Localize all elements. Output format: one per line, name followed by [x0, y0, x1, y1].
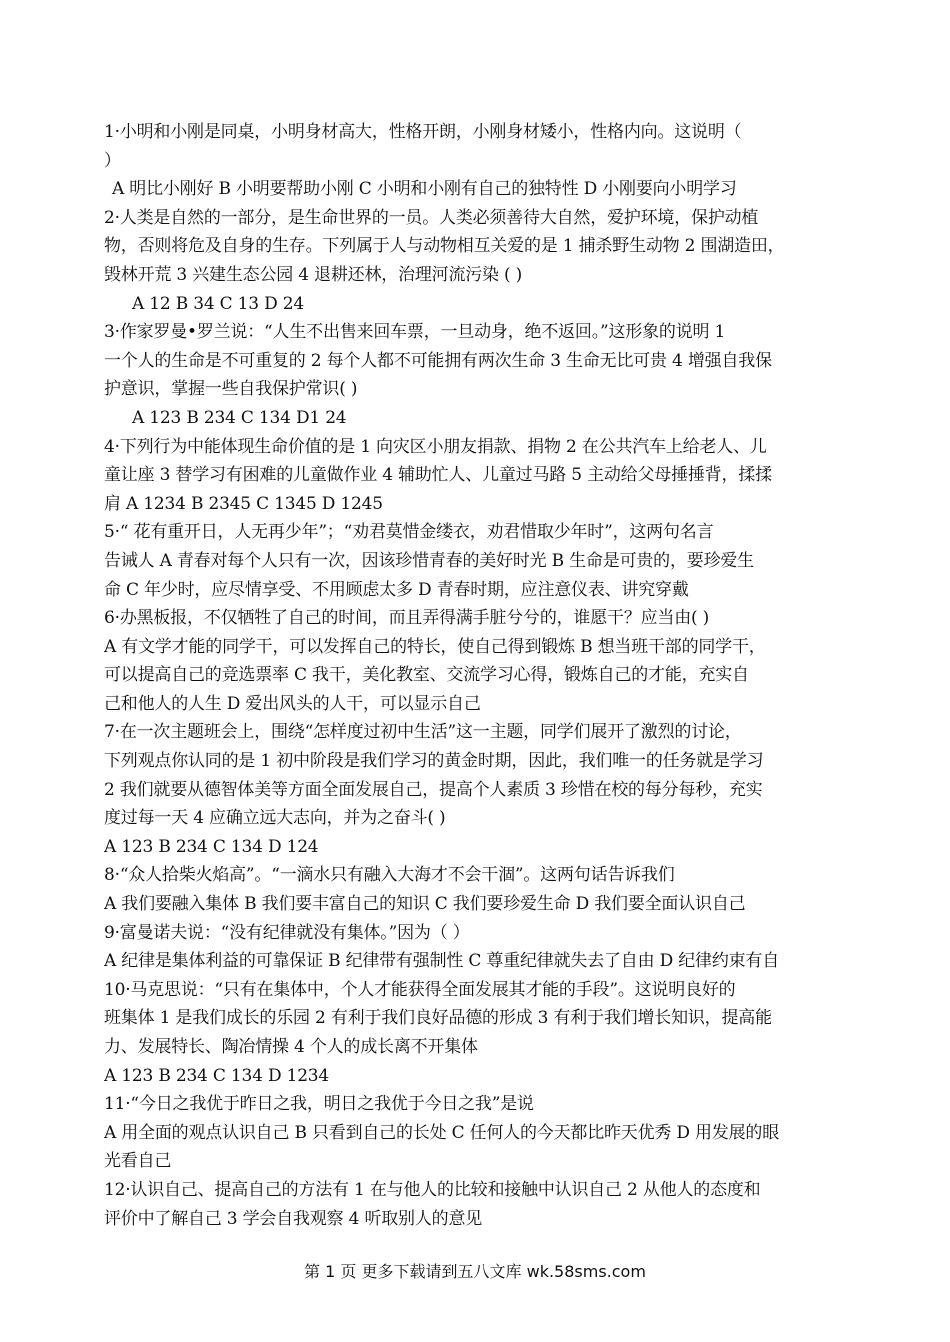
q9-line-1: 9·富曼诺夫说：“没有纪律就没有集体。”因为（ ）	[104, 922, 470, 943]
document-body	[104, 118, 849, 1233]
q9-options: A 纪律是集体利益的可靠保证 B 纪律带有强制性 C 尊重纪律就失去了自由 D 纪律约束有自	[104, 951, 780, 972]
page-footer: 第 1 页 更多下载请到五八文库 wk.58sms.com	[304, 1262, 646, 1281]
q2-line-3: 毁林开荒 3 兴建生态公园 4 退耕还林，治理河流污染 ( )	[104, 264, 523, 285]
q10-options: A 123 B 234 C 134 D 1234	[104, 1065, 330, 1086]
q8-line-1: 8·“众人拾柴火焰高”。“一滴水只有融入大海才不会干涸”。这两句话告诉我们	[104, 865, 675, 886]
q12-line-2: 评价中了解自己 3 学会自我观察 4 听取别人的意见	[104, 1208, 483, 1229]
q7-line-3: 2 我们就要从德智体美等方面全面发展自己，提高个人素质 3 珍惜在校的每分每秒，充实	[104, 779, 763, 800]
q7-options: A 123 B 234 C 134 D 124	[104, 836, 319, 857]
q4-line-2: 童让座 3 替学习有困难的儿童做作业 4 辅助忙人、儿童过马路 5 主动给父母捶捶背，揉揉	[104, 465, 772, 486]
q3-line-3: 护意识，掌握一些自我保护常识( )	[104, 379, 358, 400]
q3-line-2: 一个人的生命是不可重复的 2 每个人都不可能拥有两次生命 3 生命无比可贵 4 增强自我保	[104, 350, 772, 371]
q3-options: A 123 B 234 C 134 D1 24	[132, 407, 347, 428]
q5-line-1: 5·“ 花有重开日，人无再少年”；“劝君莫惜金缕衣，劝君惜取少年时”，这两句名言	[104, 522, 714, 543]
q2-line-2: 物，否则将危及自身的生存。下列属于人与动物相互关爱的是 1 捕杀野生动物 2 围湖造田，	[104, 236, 785, 257]
q6-line-1: 6·办黑板报，不仅牺牲了自己的时间，而且弄得满手脏兮兮的，谁愿干？应当由( )	[104, 608, 710, 629]
q7-line-1: 7·在一次主题班会上，围绕“怎样度过初中生活”这一主题，同学们展开了激烈的讨论，	[104, 722, 742, 743]
q2-line-1: 2·人类是自然的一部分，是生命世界的一员。人类必须善待大自然，爱护环境，保护动植	[104, 207, 759, 228]
q1-line-2: ）	[104, 150, 121, 171]
q11-line-1: 11·“今日之我优于昨日之我，明日之我优于今日之我”是说	[104, 1094, 534, 1115]
q11-options-1: A 用全面的观点认识自己 B 只看到自己的长处 C 任何人的今天都比昨天优秀 D 用发展的眼	[104, 1122, 780, 1143]
q10-line-2: 班集体 1 是我们成长的乐园 2 有利于我们良好品德的形成 3 有利于我们增长知识，提高能	[104, 1008, 772, 1029]
q6-line-3: 可以提高自己的竞选票率 C 我干，美化教室、交流学习心得，锻炼自己的才能，充实自	[104, 665, 749, 686]
q7-line-2: 下列观点你认同的是 1 初中阶段是我们学习的黄金时期，因此，我们唯一的任务就是学习	[104, 751, 764, 772]
q1-options: A 明比小刚好 B 小明要帮助小刚 C 小明和小刚有自己的独特性 D 小刚要向小明学习	[112, 179, 737, 200]
q2-options: A 12 B 34 C 13 D 24	[132, 293, 304, 314]
q3-line-1: 3·作家罗曼•罗兰说：“人生不出售来回车票，一旦动身，绝不返回。”这形象的说明 1	[104, 322, 726, 343]
q8-options: A 我们要融入集体 B 我们要丰富自己的知识 C 我们要珍爱生命 D 我们要全面认识自己	[104, 894, 746, 915]
q1-line-1: 1·小明和小刚是同桌，小明身材高大，性格开朗，小刚身材矮小，性格内向。这说明（	[104, 122, 742, 142]
q11-options-2: 光看自己	[104, 1151, 172, 1172]
q5-line-2: 告诫人 A 青春对每个人只有一次，因该珍惜青春的美好时光 B 生命是可贵的，要珍爱生	[104, 550, 754, 571]
q12-line-1: 12·认识自己、提高自己的方法有 1 在与他人的比较和接触中认识自己 2 从他人的态度和	[104, 1179, 761, 1200]
q10-line-3: 力、发展特长、陶冶情操 4 个人的成长离不开集体	[104, 1037, 478, 1057]
q7-line-4: 度过每一天 4 应确立远大志向，并为之奋斗( )	[104, 808, 446, 829]
q4-line-3: 肩 A 1234 B 2345 C 1345 D 1245	[104, 493, 383, 514]
q4-line-1: 4·下列行为中能体现生命价值的是 1 向灾区小朋友捐款、捐物 2 在公共汽车上给老人、儿	[104, 436, 767, 457]
q5-line-3: 命 C 年少时，应尽情享受、不用顾虑太多 D 青春时期，应注意仪表、讲究穿戴	[104, 579, 689, 600]
q6-line-2: A 有文学才能的同学干，可以发挥自己的特长，使自己得到锻炼 B 想当班干部的同学干，	[104, 636, 766, 657]
q6-line-4: 己和他人的人生 D 爱出风头的人干，可以显示自己	[104, 693, 481, 714]
q10-line-1: 10·马克思说：“只有在集体中，个人才能获得全面发展其才能的手段”。这说明良好的	[104, 979, 736, 1000]
